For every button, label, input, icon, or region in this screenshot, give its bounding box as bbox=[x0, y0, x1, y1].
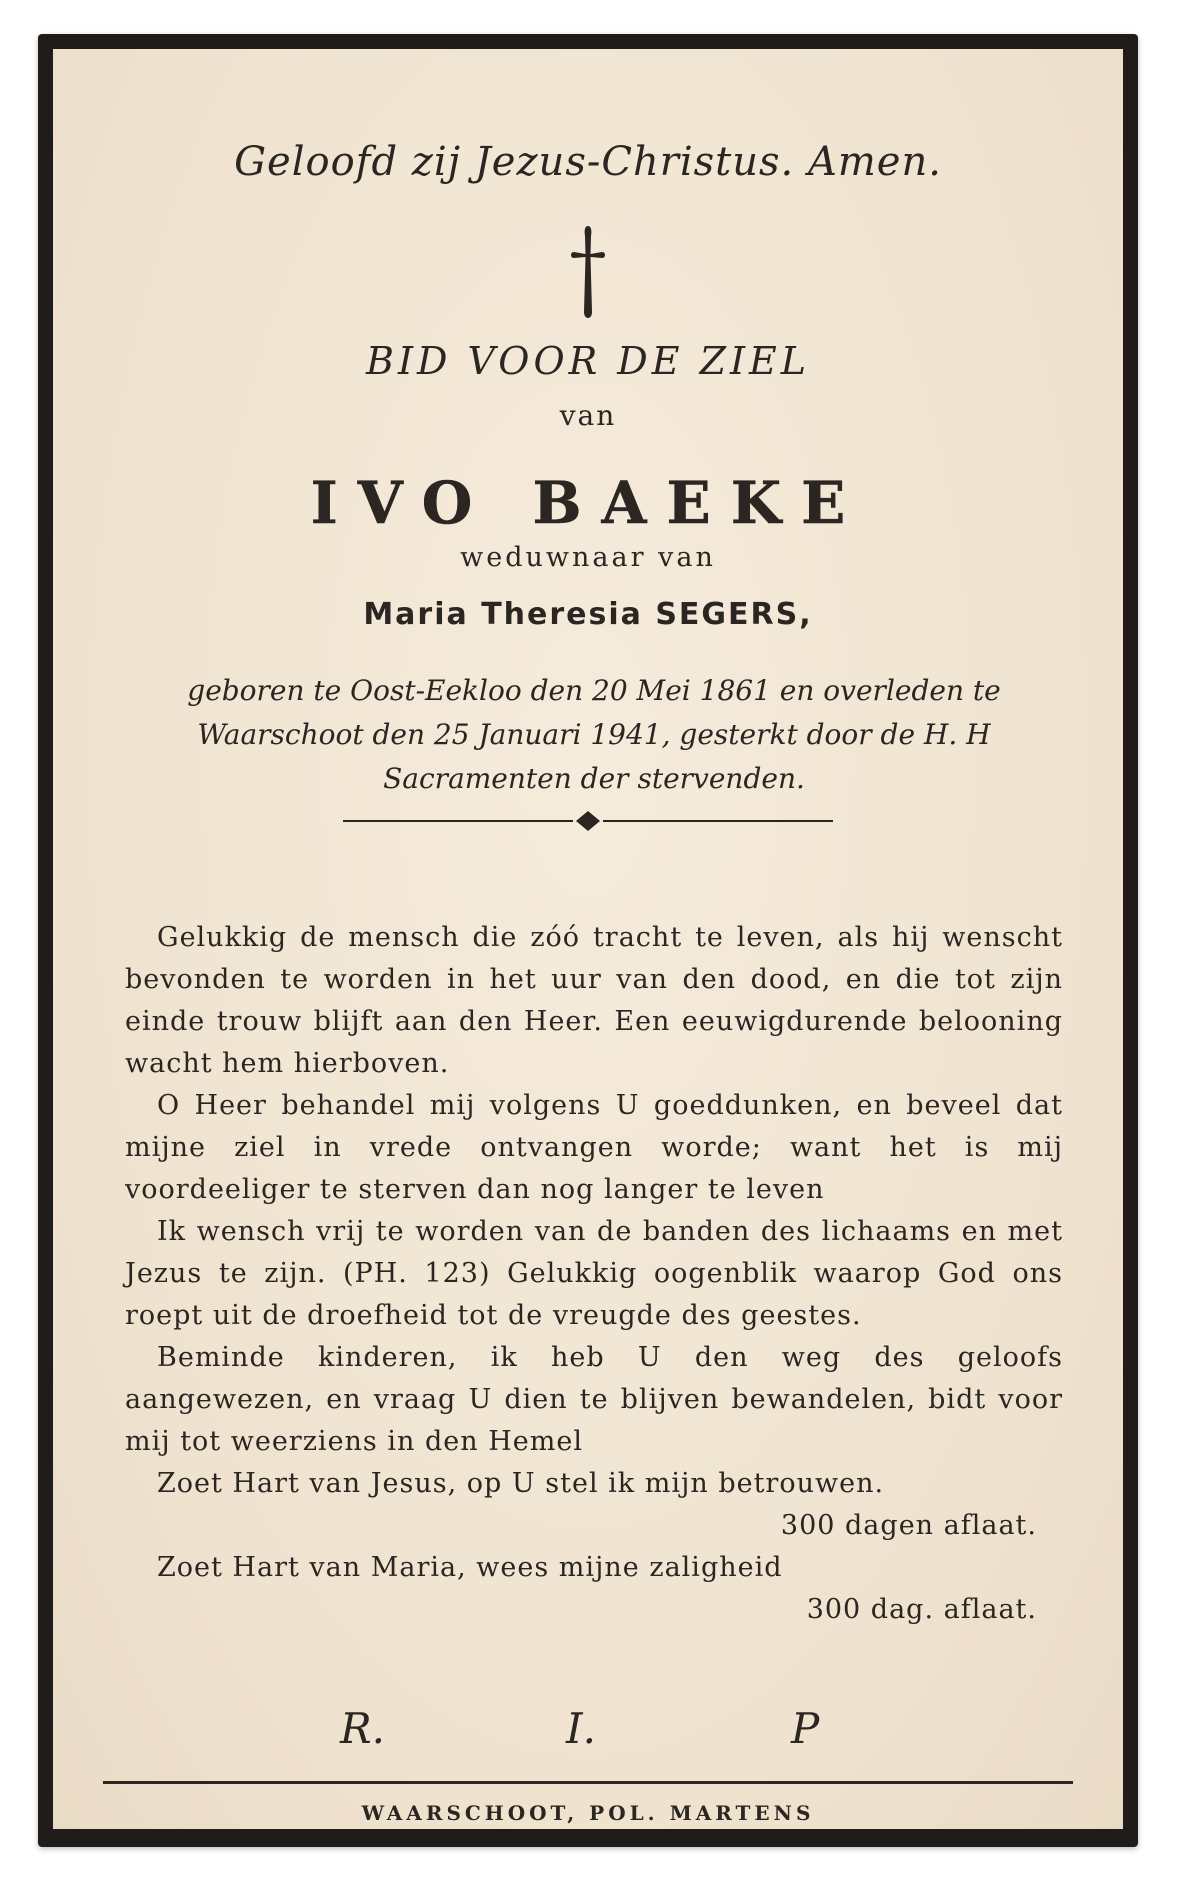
ornamental-divider bbox=[53, 811, 1123, 831]
opening-phrase: Geloofd zij Jezus-Christus. Amen. bbox=[234, 139, 942, 185]
rip-p: P bbox=[791, 1704, 820, 1753]
widower-of-text: weduwnaar van bbox=[460, 542, 716, 573]
rip-i: I. bbox=[566, 1704, 596, 1753]
memorial-card bbox=[38, 34, 1138, 1847]
prayer-paragraph: Gelukkig de mensch die zóó tracht te leven, als hij wenscht bevonden te worden in het uur van den dood, en die tot zijn einde trouw blijft aan den Heer. Een eeuwigdurende belooning wacht hem hierboven. bbox=[125, 922, 1063, 1079]
spouse-name: Maria Theresia SEGERS, bbox=[363, 597, 813, 632]
bottom-rule bbox=[103, 1781, 1073, 1784]
prayer-paragraph: Beminde kinderen, ik heb U den weg des geloofs aangewezen, en vraag U dien te blijven bewandelen, bidt voor mij tot weerziens in den Hemel bbox=[125, 1342, 1063, 1457]
van-text: van bbox=[559, 399, 617, 432]
indulgence-note: 300 dagen aflaat. bbox=[780, 1510, 1037, 1541]
heading-pray-for-soul: BID VOOR DE ZIEL bbox=[366, 339, 810, 383]
biography: geboren te Oost-Eekloo den 20 Mei 1861 en overleden te Waarschoot den 25 Januari 1941, gesterkt door de H. H Sacramenten der stervenden. bbox=[187, 674, 1001, 795]
prayer-paragraph: Ik wensch vrij te worden van de banden des lichaams en met Jezus te zijn. (PH. 123) Gelukkig oogenblik waarop God ons roept uit de droefheid tot de vreugde des geestes. bbox=[125, 1216, 1063, 1331]
indulgence-note: 300 dag. aflaat. bbox=[806, 1594, 1037, 1625]
deceased-name: IVO BAEKE bbox=[310, 469, 866, 537]
prayer-text bbox=[125, 917, 1063, 1631]
card-paper bbox=[53, 49, 1123, 1829]
rip-r: R. bbox=[340, 1704, 385, 1753]
printer-imprint: WAARSCHOOT, POL. MARTENS bbox=[361, 1801, 815, 1825]
rip-initials bbox=[53, 1704, 1123, 1764]
cross-icon-graphic bbox=[568, 224, 608, 324]
cross-icon bbox=[53, 224, 1123, 329]
invocation-sacred-heart-jesus: Zoet Hart van Jesus, op U stel ik mijn betrouwen. bbox=[157, 1468, 885, 1499]
diamond-divider-graphic bbox=[53, 811, 1123, 831]
prayer-paragraph: O Heer behandel mij volgens U goeddunken, en beveel dat mijne ziel in vrede ontvangen worde; want het is mij voordeeliger te sterven dan nog langer te leven bbox=[125, 1090, 1063, 1205]
invocation-sacred-heart-maria: Zoet Hart van Maria, wees mijne zaligheid bbox=[157, 1552, 783, 1583]
